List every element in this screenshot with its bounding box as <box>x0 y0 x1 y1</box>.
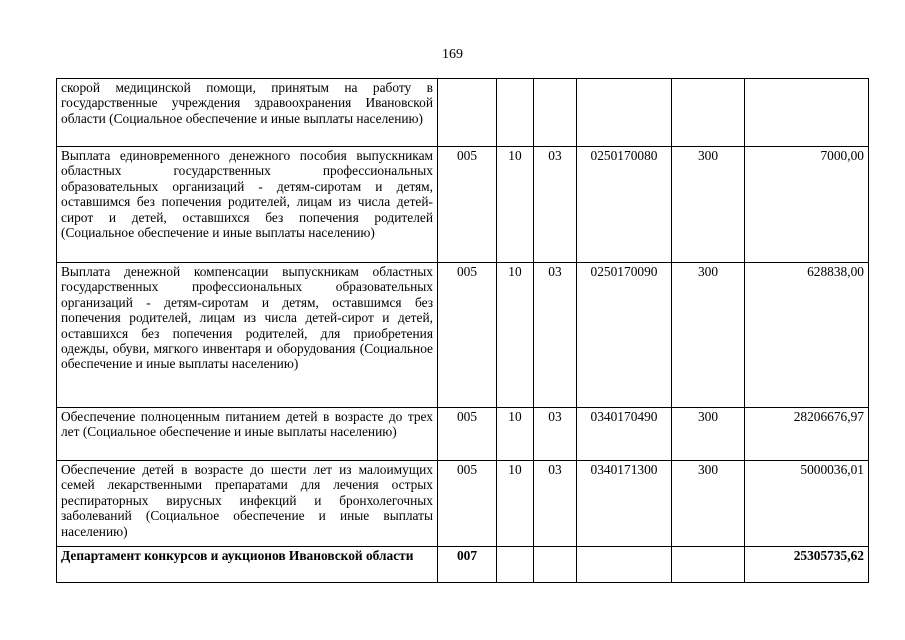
expense-name-cell: Выплата денежной компенсации выпускникам областных государственных профессиональных образовательных организаций - детям-сиротам и детям, оставшимся без попечения родителей, лицам из числа детей-сирот и детей, оставшихся без попечения родителей, для приобретения одежды, обуви, мягкого инвентаря и оборудования (Социальное обеспечение и иные выплаты населению) <box>57 263 438 408</box>
amount-cell: 628838,00 <box>745 263 869 408</box>
section-cell <box>497 79 534 147</box>
admin-code-cell: 007 <box>438 547 497 583</box>
subsection-cell: 03 <box>534 147 577 263</box>
page-number: 169 <box>442 47 463 62</box>
expense-name-cell: Обеспечение полноценным питанием детей в возрасте до трех лет (Социальное обеспечение и иные выплаты населению) <box>57 408 438 461</box>
table-row <box>57 263 869 408</box>
admin-code-cell: 005 <box>438 408 497 461</box>
section-cell <box>497 547 534 583</box>
admin-code-cell: 005 <box>438 147 497 263</box>
amount-cell: 28206676,97 <box>745 408 869 461</box>
expense-type-cell: 300 <box>672 147 745 263</box>
subsection-cell <box>534 547 577 583</box>
expense-type-cell: 300 <box>672 263 745 408</box>
table-row <box>57 408 869 461</box>
expense-name-cell: Департамент конкурсов и аукционов Ивановской области <box>57 547 438 583</box>
section-cell: 10 <box>497 147 534 263</box>
section-cell: 10 <box>497 263 534 408</box>
admin-code-cell: 005 <box>438 263 497 408</box>
section-cell: 10 <box>497 408 534 461</box>
target-article-cell: 0340170490 <box>577 408 672 461</box>
expense-type-cell <box>672 547 745 583</box>
admin-code-cell: 005 <box>438 461 497 547</box>
subsection-cell: 03 <box>534 408 577 461</box>
table-row <box>57 79 869 147</box>
table-row-department <box>57 547 869 583</box>
amount-cell: 7000,00 <box>745 147 869 263</box>
target-article-cell <box>577 79 672 147</box>
expense-type-cell: 300 <box>672 461 745 547</box>
expense-name-cell: Обеспечение детей в возрасте до шести лет из малоимущих семей лекарственными препаратами для лечения острых респираторных вирусных инфекций и бронхолегочных заболеваний (Социальное обеспечение и иные выплаты населению) <box>57 461 438 547</box>
amount-cell: 25305735,62 <box>745 547 869 583</box>
expense-type-cell <box>672 79 745 147</box>
amount-cell <box>745 79 869 147</box>
table-row <box>57 147 869 263</box>
budget-table <box>56 78 869 583</box>
amount-cell: 5000036,01 <box>745 461 869 547</box>
subsection-cell: 03 <box>534 461 577 547</box>
target-article-cell <box>577 547 672 583</box>
expense-type-cell: 300 <box>672 408 745 461</box>
expense-name-cell: Выплата единовременного денежного пособия выпускникам областных государственных профессиональных образовательных организаций - детям-сиротам и детям, оставшимся без попечения родителей, лицам из числа детей-сирот и детей, оставшихся без попечения родителей (Социальное обеспечение и иные выплаты населению) <box>57 147 438 263</box>
table-row <box>57 461 869 547</box>
subsection-cell: 03 <box>534 263 577 408</box>
target-article-cell: 0340171300 <box>577 461 672 547</box>
target-article-cell: 0250170090 <box>577 263 672 408</box>
admin-code-cell <box>438 79 497 147</box>
expense-name-cell: скорой медицинской помощи, принятым на работу в государственные учреждения здравоохранения Ивановской области (Социальное обеспечение и иные выплаты населению) <box>57 79 438 147</box>
target-article-cell: 0250170080 <box>577 147 672 263</box>
subsection-cell <box>534 79 577 147</box>
section-cell: 10 <box>497 461 534 547</box>
